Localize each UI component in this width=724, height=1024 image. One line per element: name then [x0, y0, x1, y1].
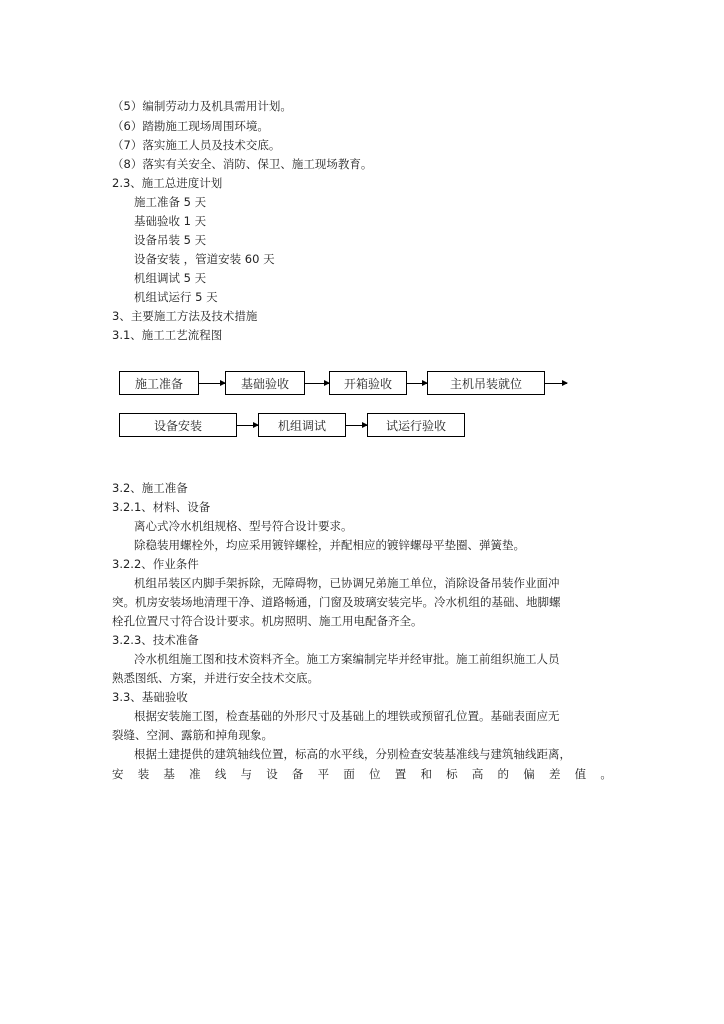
spaced-char: 差	[548, 767, 561, 781]
flow-arrow	[199, 383, 225, 384]
paragraph-line: 除稳装用螺栓外，均应采用镀锌螺栓，并配相应的镀锌螺母平垫圈、弹簧垫。	[134, 538, 525, 552]
spaced-char: 基	[163, 767, 175, 781]
schedule-item: 设备吊装 5 天	[134, 233, 207, 247]
section-3-3-heading: 3.3、基础验收	[112, 690, 188, 704]
section-3-heading: 3、主要施工方法及技术措施	[112, 309, 258, 323]
prep-item-8: （8）落实有关安全、消防、保卫、施工现场教育。	[112, 157, 373, 171]
flow-step-foundation-acceptance: 基础验收	[225, 371, 305, 395]
prep-item-7: （7）落实施工人员及技术交底。	[112, 138, 281, 152]
schedule-item: 施工准备 5 天	[134, 195, 207, 209]
flow-step-equipment-install: 设备安装	[119, 413, 237, 437]
paragraph-line: 根据土建提供的建筑轴线位置，标高的水平线，分别检查安装基准线与建筑轴线距离，	[134, 747, 571, 761]
spaced-char: 面	[343, 767, 355, 781]
flow-step-unpacking-inspection: 开箱验收	[329, 371, 407, 395]
spaced-char: 与	[240, 767, 253, 781]
justified-paragraph-line	[112, 766, 612, 782]
section-3-2-1-heading: 3.2.1、材料、设备	[112, 500, 211, 514]
paragraph-line: 裂缝、空洞、露筋和掉角现象。	[112, 728, 273, 742]
flow-arrow	[407, 383, 427, 384]
prep-item-5: （5）编制劳动力及机具需用计划。	[112, 99, 292, 113]
paragraph-line: 离心式冷水机组规格、型号符合设计要求。	[134, 519, 353, 533]
paragraph-line: 栓孔位置尺寸符合设计要求。机房照明、施工用电配备齐全。	[112, 614, 423, 628]
spaced-char: 偏	[523, 767, 535, 781]
flow-step-trial-run-acceptance: 试运行验收	[367, 413, 465, 437]
spaced-char: 准	[189, 767, 201, 781]
section-3-2-2-heading: 3.2.2、作业条件	[112, 557, 199, 571]
flowchart-heading: 3.1、施工工艺流程图	[112, 328, 223, 342]
spaced-char: 标	[446, 767, 458, 781]
spaced-char: 备	[291, 767, 304, 781]
paragraph-line: 突。机房安装场地清理干净、道路畅通，门窗及玻璃安装完毕。冷水机组的基础、地脚螺	[112, 595, 561, 609]
flow-step-unit-commissioning: 机组调试	[258, 413, 346, 437]
flow-arrow	[305, 383, 329, 384]
spaced-char: 设	[266, 767, 278, 781]
spaced-char: 置	[394, 767, 407, 781]
spaced-char: 线	[214, 767, 227, 781]
spaced-char: 位	[369, 767, 381, 781]
schedule-item: 设备安装 ，管道安装 60 天	[134, 252, 275, 266]
spaced-char: 值	[574, 767, 587, 781]
flow-step-construction-prep: 施工准备	[119, 371, 199, 395]
schedule-item: 机组调试 5 天	[134, 271, 207, 285]
spaced-char: 高	[471, 767, 484, 781]
schedule-item: 机组试运行 5 天	[134, 290, 218, 304]
flow-arrow	[545, 383, 567, 384]
flow-arrow	[237, 425, 258, 426]
spaced-char: 安	[112, 767, 124, 781]
spaced-char: 。	[600, 767, 612, 781]
schedule-heading: 2.3、施工总进度计划	[112, 176, 223, 190]
section-3-2-heading: 3.2、施工准备	[112, 481, 188, 495]
spaced-char: 装	[137, 767, 150, 781]
schedule-item: 基础验收 1 天	[134, 214, 207, 228]
spaced-char: 平	[317, 767, 330, 781]
paragraph-line: 冷水机组施工图和技术资料齐全。施工方案编制完毕并经审批。施工前组织施工人员	[134, 652, 560, 666]
section-3-2-3-heading: 3.2.3、技术准备	[112, 633, 199, 647]
spaced-char: 和	[420, 767, 432, 781]
prep-item-6: （6）踏勘施工现场周围环境。	[112, 119, 269, 133]
paragraph-line: 熟悉图纸、方案，并进行安全技术交底。	[112, 671, 319, 685]
spaced-char: 的	[497, 767, 510, 781]
paragraph-line: 机组吊装区内脚手架拆除，无障碍物，已协调兄弟施工单位，消除设备吊装作业面冲	[134, 576, 560, 590]
paragraph-line: 根据安装施工图，检查基础的外形尺寸及基础上的埋铁或预留孔位置。基础表面应无	[134, 709, 560, 723]
flow-arrow	[346, 425, 367, 426]
flow-step-main-unit-hoisting: 主机吊装就位	[427, 371, 545, 395]
